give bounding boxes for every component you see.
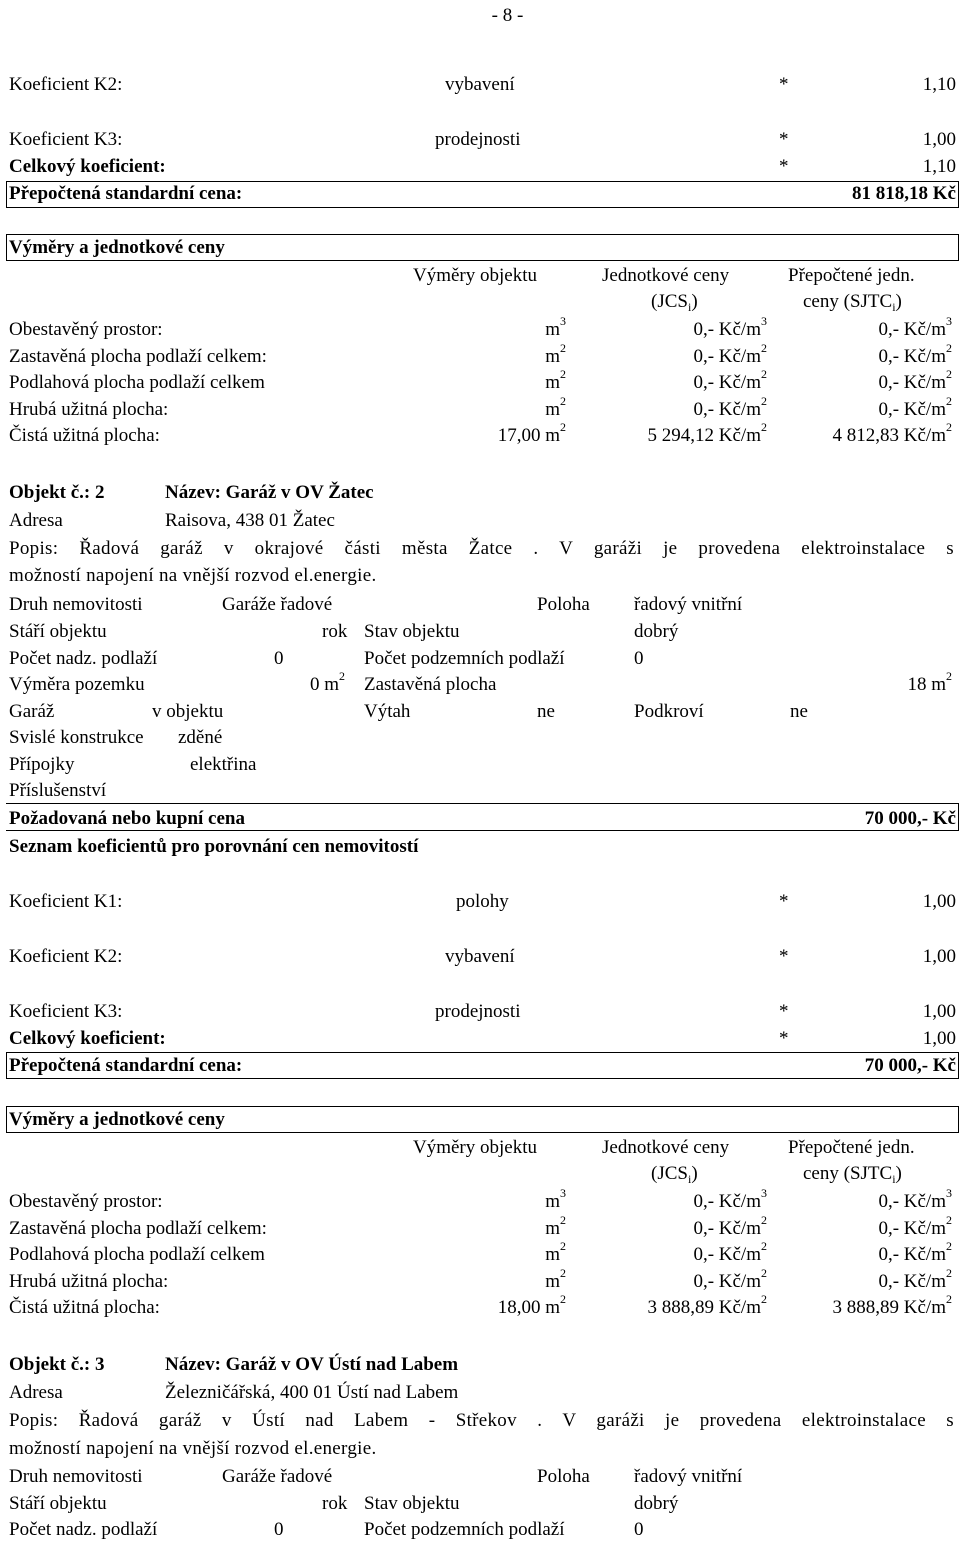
area-row-conv-price: 0,- $Kč/m^2$ xyxy=(878,341,952,367)
attic-label: Podkroví xyxy=(634,701,704,722)
asking-price-value: 70 000,- Kč xyxy=(864,808,956,829)
floors-above-value: 0 xyxy=(274,1519,284,1540)
condition-label: Stav objektu xyxy=(364,1493,460,1514)
coef-k1-label: Koeficient K1: xyxy=(9,891,123,912)
description-line-2: možností napojení na vnější rozvod el.energie. xyxy=(9,565,377,586)
coef-k3-label: Koeficient K3: xyxy=(9,129,123,150)
area-row-label: Zastavěná plocha podlaží celkem: xyxy=(9,346,267,367)
garage-value: v objektu xyxy=(152,701,224,722)
construction-label: Svislé konstrukce xyxy=(9,727,144,748)
std-price-label: Přepočtená standardní cena: xyxy=(9,183,243,204)
object-number: Objekt č.: 2 xyxy=(9,482,105,503)
divider xyxy=(958,803,959,831)
area-row-area: $m^2$ xyxy=(545,1239,566,1265)
age-label: Stáří objektu xyxy=(9,621,107,642)
land-area-value: 0 $m^2$ xyxy=(310,669,346,695)
area-row-area: $m^2$ xyxy=(545,1213,566,1239)
built-area-value: 18 $m^2$ xyxy=(907,669,952,695)
col-header-conv-price: Přepočtené jedn. xyxy=(788,1137,915,1158)
utilities-value: elektřina xyxy=(190,754,257,775)
address-label: Adresa xyxy=(9,1382,63,1403)
area-row-unit-price: 0,- $Kč/m^2$ xyxy=(693,341,767,367)
area-row-area: 18,00 $m^2$ xyxy=(497,1292,566,1318)
location-label: Poloha xyxy=(537,594,590,615)
coef-total-value: 1,00 xyxy=(922,1028,956,1049)
floors-above-label: Počet nadz. podlaží xyxy=(9,648,158,669)
coef-k3-value: 1,00 xyxy=(922,129,956,150)
areas-title: Výměry a jednotkové ceny xyxy=(9,1109,225,1130)
area-row-unit-price: 0,- $Kč/m^2$ xyxy=(693,367,767,393)
area-row-label: Čistá užitná plocha: xyxy=(9,1297,160,1318)
floors-below-label: Počet podzemních podlaží xyxy=(364,1519,565,1540)
col-header-conv-price: Přepočtené jedn. xyxy=(788,265,915,286)
construction-value: zděné xyxy=(178,727,223,748)
area-row-unit-price: 0,- $Kč/m^3$ xyxy=(693,314,767,340)
address-value: Železničářská, 400 01 Ústí nad Labem xyxy=(165,1382,459,1403)
coef-k3-value: 1,00 xyxy=(922,1001,956,1022)
location-label: Poloha xyxy=(537,1466,590,1487)
coef-k3-label: Koeficient K3: xyxy=(9,1001,123,1022)
col-header-area: Výměry objektu xyxy=(413,265,538,286)
address-value: Raisova, 438 01 Žatec xyxy=(165,510,335,531)
col-header-sjtc: ceny $(SJTC_i)$ xyxy=(803,291,902,314)
object-number: Objekt č.: 3 xyxy=(9,1354,105,1375)
coef-k2-star: * xyxy=(779,946,789,967)
area-row-unit-price: 0,- $Kč/m^2$ xyxy=(693,394,767,420)
area-row-unit-price: 0,- $Kč/m^2$ xyxy=(693,1239,767,1265)
std-price-label: Přepočtená standardní cena: xyxy=(9,1055,243,1076)
area-row-label: Obestavěný prostor: xyxy=(9,319,163,340)
col-header-jcs: $(JCS_i)$ xyxy=(651,291,698,314)
area-row-conv-price: 0,- $Kč/m^2$ xyxy=(878,394,952,420)
floors-below-value: 0 xyxy=(634,648,644,669)
col-header-area: Výměry objektu xyxy=(413,1137,538,1158)
area-row-area: $m^3$ xyxy=(545,1186,566,1212)
area-row-conv-price: 0,- $Kč/m^2$ xyxy=(878,1213,952,1239)
page-number: - 8 - xyxy=(491,5,524,26)
area-row-label: Zastavěná plocha podlaží celkem: xyxy=(9,1218,267,1239)
garage-label: Garáž xyxy=(9,701,55,722)
area-row-unit-price: 3 888,89 $Kč/m^2$ xyxy=(647,1292,767,1318)
area-row-area: $m^2$ xyxy=(545,1266,566,1292)
coef-k2-kind: vybavení xyxy=(445,74,515,95)
coef-k2-star: * xyxy=(779,74,789,95)
condition-label: Stav objektu xyxy=(364,621,460,642)
coef-total-star: * xyxy=(779,156,789,177)
area-row-label: Hrubá užitná plocha: xyxy=(9,1271,169,1292)
area-row-conv-price: 0,- $Kč/m^3$ xyxy=(878,1186,952,1212)
type-value: Garáže řadové xyxy=(222,594,333,615)
coef-k2-kind: vybavení xyxy=(445,946,515,967)
col-header-unit-price: Jednotkové ceny xyxy=(602,1137,730,1158)
elevator-value: ne xyxy=(537,701,555,722)
coef-k3-kind: prodejnosti xyxy=(435,1001,521,1022)
accessories-label: Příslušenství xyxy=(9,780,107,801)
object-name: Název: Garáž v OV Žatec xyxy=(165,482,374,503)
object-name: Název: Garáž v OV Ústí nad Labem xyxy=(165,1354,459,1375)
coef-k2-label: Koeficient K2: xyxy=(9,74,123,95)
area-row-label: Čistá užitná plocha: xyxy=(9,425,160,446)
condition-value: dobrý xyxy=(634,621,679,642)
col-header-unit-price: Jednotkové ceny xyxy=(602,265,730,286)
attic-value: ne xyxy=(790,701,808,722)
coef-total-star: * xyxy=(779,1028,789,1049)
area-row-area: 17,00 $m^2$ xyxy=(497,420,566,446)
area-row-conv-price: 0,- $Kč/m^3$ xyxy=(878,314,952,340)
coef-list-title: Seznam koeficientů pro porovnání cen nemovitostí xyxy=(9,836,419,857)
coef-k3-star: * xyxy=(779,129,789,150)
area-row-unit-price: 5 294,12 $Kč/m^2$ xyxy=(647,420,767,446)
area-row-conv-price: 0,- $Kč/m^2$ xyxy=(878,1239,952,1265)
location-value: řadový vnitřní xyxy=(634,594,743,615)
area-row-label: Obestavěný prostor: xyxy=(9,1191,163,1212)
condition-value: dobrý xyxy=(634,1493,679,1514)
area-row-label: Podlahová plocha podlaží celkem xyxy=(9,372,265,393)
coef-k1-star: * xyxy=(779,891,789,912)
land-area-label: Výměra pozemku xyxy=(9,674,145,695)
type-value: Garáže řadové xyxy=(222,1466,333,1487)
coef-k2-value: 1,00 xyxy=(922,946,956,967)
utilities-label: Přípojky xyxy=(9,754,75,775)
type-label: Druh nemovitosti xyxy=(9,594,143,615)
elevator-label: Výtah xyxy=(364,701,411,722)
area-row-area: $m^2$ xyxy=(545,394,566,420)
area-row-conv-price: 0,- $Kč/m^2$ xyxy=(878,1266,952,1292)
area-row-area: $m^3$ xyxy=(545,314,566,340)
type-label: Druh nemovitosti xyxy=(9,1466,143,1487)
coef-total-value: 1,10 xyxy=(922,156,956,177)
area-row-label: Podlahová plocha podlaží celkem xyxy=(9,1244,265,1265)
address-label: Adresa xyxy=(9,510,63,531)
age-unit: rok xyxy=(322,621,348,642)
std-price-value: 70 000,- Kč xyxy=(864,1055,956,1076)
coef-k3-kind: prodejnosti xyxy=(435,129,521,150)
std-price-value: 81 818,18 Kč xyxy=(852,183,956,204)
description-line-2: možností napojení na vnější rozvod el.energie. xyxy=(9,1438,377,1459)
location-value: řadový vnitřní xyxy=(634,1466,743,1487)
built-area-label: Zastavěná plocha xyxy=(364,674,497,695)
coef-k1-value: 1,00 xyxy=(922,891,956,912)
coef-k2-label: Koeficient K2: xyxy=(9,946,123,967)
area-row-label: Hrubá užitná plocha: xyxy=(9,399,169,420)
description-line-1: Popis: Řadová garáž v Ústí nad Labem - Střekov . V garáži je provedena elektroinstalace s xyxy=(9,1410,954,1431)
area-row-area: $m^2$ xyxy=(545,341,566,367)
floors-below-label: Počet podzemních podlaží xyxy=(364,648,565,669)
area-row-conv-price: 4 812,83 $Kč/m^2$ xyxy=(832,420,952,446)
asking-price-label: Požadovaná nebo kupní cena xyxy=(9,808,245,829)
floors-below-value: 0 xyxy=(634,1519,644,1540)
coef-total-label: Celkový koeficient: xyxy=(9,1028,166,1049)
description-line-1: Popis: Řadová garáž v okrajové části města Žatce . V garáži je provedena elektroinstalace s xyxy=(9,538,954,559)
age-unit: rok xyxy=(322,1493,348,1514)
area-row-conv-price: 3 888,89 $Kč/m^2$ xyxy=(832,1292,952,1318)
divider xyxy=(6,830,959,831)
floors-above-value: 0 xyxy=(274,648,284,669)
floors-above-label: Počet nadz. podlaží xyxy=(9,1519,158,1540)
coef-total-label: Celkový koeficient: xyxy=(9,156,166,177)
coef-k3-star: * xyxy=(779,1001,789,1022)
areas-title: Výměry a jednotkové ceny xyxy=(9,237,225,258)
coef-k2-value: 1,10 xyxy=(922,74,956,95)
coef-k1-kind: polohy xyxy=(456,891,509,912)
area-row-unit-price: 0,- $Kč/m^3$ xyxy=(693,1186,767,1212)
divider xyxy=(6,803,959,804)
area-row-area: $m^2$ xyxy=(545,367,566,393)
col-header-sjtc: ceny $(SJTC_i)$ xyxy=(803,1163,902,1186)
area-row-unit-price: 0,- $Kč/m^2$ xyxy=(693,1213,767,1239)
area-row-unit-price: 0,- $Kč/m^2$ xyxy=(693,1266,767,1292)
col-header-jcs: $(JCS_i)$ xyxy=(651,1163,698,1186)
age-label: Stáří objektu xyxy=(9,1493,107,1514)
area-row-conv-price: 0,- $Kč/m^2$ xyxy=(878,367,952,393)
